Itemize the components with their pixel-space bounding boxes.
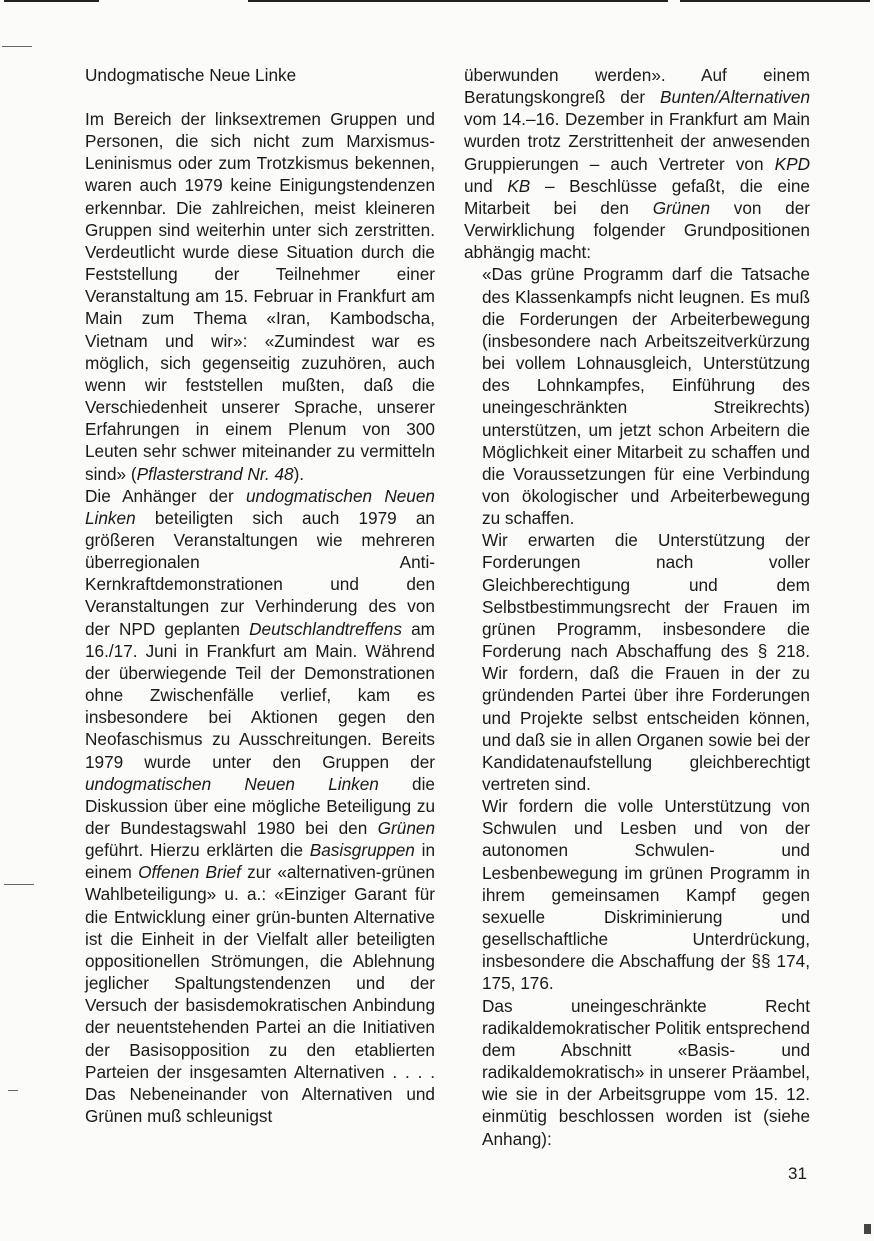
scan-border [0, 0, 874, 4]
scan-speck [4, 884, 34, 885]
paragraph: Im Bereich der linksextremen Gruppen und Personen, die sich nicht zum Marxismus-Leninismus oder zum Trotzkismus bekennen, waren auch 1979 keine Einigungstendenzen erkennbar. Die zahlreichen, meist kleineren Gruppen sind weiterhin unter sich zerstritten. Verdeutlicht wurde diese Situation durch die Feststellung der Teilnehmer einer Veranstaltung am 15. Februar in Frankfurt am Main zum Thema «Iran, Kambodscha, Vietnam und wir»: «Zumindest war es möglich, sich gegenseitig zuzuhören, auch wenn wir feststellen mußten, daß die Verschiedenheit unserer Sprache, unserer Erfahrungen in einem Plenum von 300 Leuten sehr schwer miteinander zu vermitteln sind» (Pflasterstrand Nr. 48). [85, 109, 435, 484]
paragraph: Die Anhänger der undogmatischen Neuen Linken beteiligten sich auch 1979 an größeren Veranstaltungen wie mehreren überregionalen Anti-Kernkraftdemonstrationen und den Veranstaltungen zur Verhinderung des von der NPD geplanten Deutschlandtreffens am 16./17. Juni in Frankfurt am Main. Während der überwiegende Teil der Demonstrationen ohne Zwischenfälle verlief, kam es insbesondere bei Aktionen gegen den Neofaschismus zu Ausschreitungen. Bereits 1979 wurde unter den Gruppen der undogmatischen Neuen Linken die Diskussion über eine mögliche Beteiligung zu der Bundestagswahl 1980 bei den Grünen geführt. Hierzu erklärten die Basisgruppen in einem Offenen Brief zur «alternativen-grünen Wahlbeteiligung» u. a.: «Einziger Garant für die Entwicklung einer grün-bunten Alternative ist die Einheit in der Vielfalt aller beteiligten oppositionellen Strömungen, die Ablehnung jeglicher Spaltungstendenzen und der Versuch der basisdemokratischen Anbindung der neuentstehenden Partei an die Initiativen der Basisopposition zu den etablierten Parteien der insgesamten Alternativen . . . . Das Nebeneinander von Alternativen und Grünen muß schleunigst [85, 485, 436, 1127]
quote-paragraph: Das uneingeschränkte Recht radikaldemokratischer Politik entsprechend dem Abschnitt «Basis- und radikaldemokratisch» in unserer Präambel, wie sie in der Arbeitsgruppe vom 15. 12. einmütig beschlossen worden ist (siehe Anhang): [482, 995, 810, 1149]
right-column [464, 64, 810, 1150]
quote-paragraph: «Das grüne Programm darf die Tatsache des Klassenkampfs nicht leugnen. Es muß die Forderungen der Arbeiterbewegung (insbesondere nach Arbeitszeitverkürzung bei vollem Lohnausgleich, Unterstützung des Lohnkampfes, Einführung des uneingeschränkten Streikrechts) unterstützen, um jetzt schon Arbeitern die Möglichkeit einer Mitarbeit zu schaffen und die Voraussetzungen für eine Verbindung von ökologischer und Arbeiterbewegung zu schaffen. [482, 264, 810, 529]
scan-edge-mark [864, 1224, 871, 1234]
page-number: 31 [788, 1164, 807, 1183]
quote-paragraph: Wir erwarten die Unterstützung der Forderungen nach voller Gleichberechtigung und dem Selbstbestimmungsrecht der Frauen im grünen Programm, insbesondere die Forderung nach Abschaffung des § 218. Wir fordern, daß die Frauen in der zu gründenden Partei über ihre Forderungen und Projekte selbst entscheiden können, und daß sie in allen Organen sowie bei der Kandidatenaufstellung gleichberechtigt vertreten sind. [482, 530, 810, 794]
left-column [85, 64, 435, 1127]
scan-speck [8, 1090, 18, 1091]
section-heading: Undogmatische Neue Linke [85, 65, 297, 85]
scan-speck [2, 46, 32, 47]
quote-paragraph: Wir fordern die volle Unterstützung von Schwulen und Lesben und von der autonomen Schwulen- und Lesbenbewegung im grünen Programm in ihrem gemeinsamen Kampf gegen sexuelle Diskriminierung und gesellschaftliche Unterdrückung, insbesondere die Abschaffung der §§ 174, 175, 176. [482, 796, 810, 994]
paragraph: überwunden werden». Auf einem Beratungskongreß der Bunten/Alternativen vom 14.–16. Dezember in Frankfurt am Main wurden trotz Zerstrittenheit der anwesenden Gruppierungen – auch Vertreter von KPD und KB – Beschlüsse gefaßt, die eine Mitarbeit bei den Grünen von der Verwirklichung folgender Grundpositionen abhängig macht: [464, 65, 811, 263]
